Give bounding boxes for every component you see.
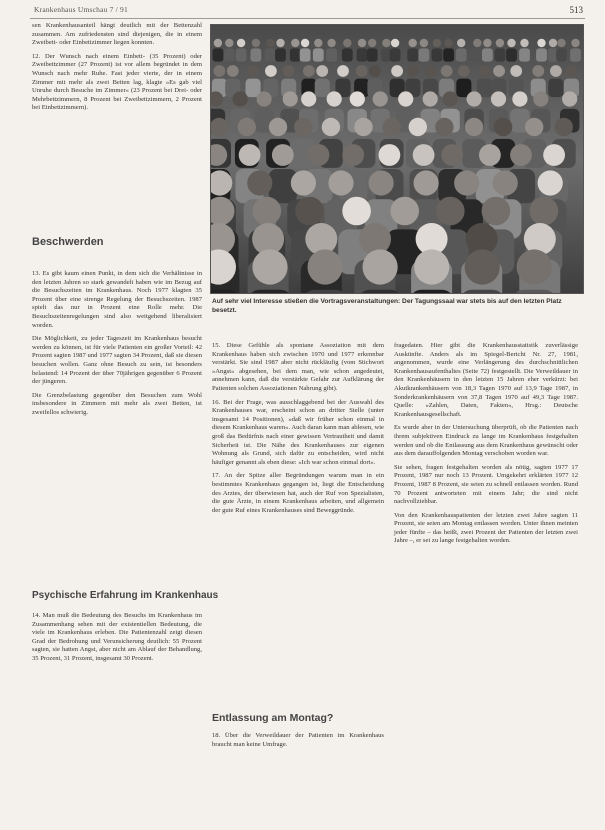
attendee-head: [269, 118, 287, 136]
attendee-body: [313, 48, 324, 61]
attendee-head: [247, 65, 259, 77]
attendee-head: [566, 65, 578, 77]
attendee-head: [227, 65, 239, 77]
attendee-head: [265, 65, 277, 77]
attendee-head: [308, 249, 343, 284]
paragraph: 16. Bei der Frage, was ausschlaggebend bei der Auswahl des Krankenhauses war, erscheint schon an dritter Stelle (unter insgesamt 14 Positionen), »daß wir früher schon einmal in diesem Krankenhaus waren«. Auch daran kann man ablesen, wie groß das Bedürfnis nach einer gewissen Vertrautheit und damit Sicherheit ist. Die Nähe des Krankenhauses zur eigenen Wohnung als Grund, sich dafür zu entscheiden, wird nicht häufiger genannt als eben diese: »Ich war schon einmal dort«.: [212, 398, 384, 466]
column-1-top: [32, 22, 202, 118]
attendee-head: [550, 65, 562, 77]
attendee-head: [433, 39, 441, 47]
attendee-head: [294, 118, 312, 136]
attendee-body: [315, 79, 330, 98]
attendee-body: [570, 48, 581, 61]
attendee-head: [382, 39, 390, 47]
attendee-head: [327, 91, 342, 106]
attendee-head: [233, 91, 248, 106]
attendee-head: [291, 39, 299, 47]
attendee-head: [482, 197, 511, 226]
attendee-head: [457, 39, 465, 47]
page-number: 513: [569, 5, 583, 15]
section-heading-entlassung-am-montag: Entlassung am Montag?: [212, 712, 334, 724]
attendee-head: [443, 91, 458, 106]
attendee-head: [276, 39, 284, 47]
column-2-bottom: [212, 732, 384, 754]
attendee-body: [275, 48, 286, 61]
attendee-head: [479, 144, 501, 166]
attendee-head: [295, 197, 324, 226]
attendee-head: [342, 144, 364, 166]
attendee-head: [283, 91, 298, 106]
attendee-body: [519, 48, 530, 61]
attendee-head: [538, 170, 563, 195]
attendee-head: [454, 170, 479, 195]
attendee-head: [237, 39, 245, 47]
attendee-head: [337, 65, 349, 77]
attendee-head: [308, 144, 330, 166]
photo-caption: Auf sehr viel Interesse stießen die Vortragsveranstaltungen: Der Tagungssaal war stets bis auf den letzten Platz besetzt.: [212, 298, 562, 314]
attendee-head: [252, 249, 287, 284]
paragraph: 18. Über die Verweildauer der Patienten im Krankenhaus braucht man keine Umfrage.: [212, 732, 384, 748]
paragraph: 15. Diese Gefühle als spontane Assoziation mit dem Krankenhaus haben sich zwischen 1970 und 1977 erkennbar verstärkt. Sie sind 1987 aber nicht rückläufig (vom Stichwort »Angst« abgesehen, bei dem man, wie schon angedeutet, annehmen kann, daß die verstärkte Gefahr zur Aufklärung der Patienten solchen Assoziationen Nahrung gibt).: [212, 342, 384, 392]
running-header: Krankenhaus Umschau 7 / 91: [34, 5, 128, 14]
attendee-head: [533, 91, 548, 106]
attendee-head: [409, 39, 417, 47]
attendee-head: [391, 65, 403, 77]
attendee-head: [467, 91, 482, 106]
attendee-head: [436, 197, 465, 226]
paragraph: 14. Man muß die Bedeutung des Besuchs im Krankenhaus im Zusammenhang sehen mit der existentiellen Bedeutung, die viele im Krankenhaus erleben. Die Patientenzahl zeigt diesen Grad der Bedrohung und Verunsicherung deutlich: 55 Prozent sagten, sie hatten Angst, aber nicht am Ablauf der Behandlung, 35 Prozent, 31 Prozent, insgesamt 30 Prozent.: [32, 612, 202, 662]
attendee-body: [367, 48, 378, 61]
paragraph: 13. Es gibt kaum einen Punkt, in dem sich die Verhältnisse in den letzten Jahren so stark gewandelt haben wie im Bezug auf die Besuchszeiten im Krankenhaus. Noch 1977 klagten 35 Prozent über eine strenge Regelung der Besuchszeiten. 1987 spielt das nur in Prozent eine Rolle mehr. Die Besuchszeitenregelungen sind also weitgehend liberalisiert worden.: [32, 270, 202, 329]
attendee-head: [441, 144, 463, 166]
attendee-head: [283, 65, 295, 77]
attendee-head: [491, 91, 506, 106]
attendee-head: [425, 65, 437, 77]
attendee-head: [354, 118, 372, 136]
attendee-head: [493, 170, 518, 195]
attendee-head: [444, 39, 452, 47]
attendee-body: [290, 48, 301, 61]
attendee-head: [517, 249, 552, 284]
attendee-head: [512, 91, 527, 106]
paragraph: sen Krankenhausanteil hängt deutlich mit der Bettenzahl zusammen. Am zufriedensten sind diejenigen, die in einem Zweibett- oder Einbettzimmer liegen konnten.: [32, 22, 202, 47]
attendee-head: [479, 65, 491, 77]
attendee-body: [251, 48, 262, 61]
attendee-head: [369, 170, 394, 195]
attendee-head: [272, 144, 294, 166]
attendee-head: [214, 65, 226, 77]
attendee-head: [373, 91, 388, 106]
attendee-head: [390, 197, 419, 226]
attendee-head: [350, 91, 365, 106]
attendee-head: [314, 39, 322, 47]
attendee-head: [383, 118, 401, 136]
attendee-head: [327, 39, 335, 47]
attendee-body: [236, 48, 247, 61]
attendee-head: [316, 65, 328, 77]
attendee-head: [465, 118, 483, 136]
attendee-head: [253, 197, 282, 226]
attendee-head: [407, 65, 419, 77]
column-1-bottom: [32, 612, 202, 669]
attendee-body: [506, 48, 517, 61]
attendee-body: [443, 48, 454, 61]
attendee-head: [238, 118, 256, 136]
attendee-head: [525, 118, 543, 136]
attendee-head: [420, 39, 428, 47]
attendee-head: [465, 249, 500, 284]
attendee-head: [493, 65, 505, 77]
attendee-body: [548, 79, 563, 98]
attendee-head: [423, 91, 438, 106]
paragraph: Die Möglichkeit, zu jeder Tageszeit im Krankenhaus besucht werden zu können, ist für viele Patienten ein großer Vorteil: 42 Prozent sagten 1987 und 1977 sagten 34 Prozent, daß sie diesen besuchen wollen. Ganz ohne Besuch zu sein, ist besonders belastend: 14 Prozent der über 70jährigen gegenüber 6 Prozent der jüngeren.: [32, 335, 202, 386]
attendee-head: [557, 39, 565, 47]
attendee-head: [494, 118, 512, 136]
attendee-head: [342, 197, 371, 226]
paragraph: Sie sehen, fragen festgehalten worden als nötig, sagten 1977 17 Prozent, 1987 nur noch 13 Prozent. Umgekehrt erklärten 1977 12 Prozent, 1987 8 Prozent, sie seien zu schnell entlassen worden. Rund 70 Prozent antworteten mit einem Jahr; die sind nicht nachvollziehbar.: [394, 463, 578, 506]
attendee-head: [473, 39, 481, 47]
paragraph: fragedaten. Hier gibt die Krankenhausstatistik zuverlässige Auskünfte. Anders als im Spiegel-Bericht Nr. 27, 1981, angenommen, wurde eine Verlängerung des durchschnittlichen Krankenhausaufenthaltes (Seite 72) festgestellt. Die Verweildauer in den Krankenhäusern in den letzten 15 Jahren eher verkürzt: bei Akutkrankenhäusern von 18,3 Tagen 1970 auf 13,9 Tage 1987, in Sonderkrankenhäusern von 37,8 Tagen 1970 auf 49,3 Tage 1987. Quelle: »Zahlen, Daten, Fakten«, Hrsg.: Deutsche Krankenhausgesellschaft.: [394, 342, 578, 418]
attendee-body: [556, 48, 567, 61]
paragraph: 12. Der Wunsch nach einem Einbett- (35 Prozent) oder Zweibettzimmer (27 Prozent) ist vor allem begründet in dem Wunsch nach mehr Ruhe. Fast jeder vierte, der in einem Zimmer mit mehr als zwei Betten lag, klagte »Es gab viel Unruhe durch Besuche im Zimmer« (23 Prozent bei Drei- oder Mehrbettzimmern, 8 Prozent bei Zweibettzimmern, 2 Prozent bei Einbettzimmern).: [32, 52, 202, 112]
attendee-head: [507, 39, 515, 47]
paragraph: 17. An der Spitze aller Begründungen warum man in ein bestimmtes Krankenhaus gegangen ist, liegt die Entscheidung des Arztes, der überwiesen hat, auch der Ruf von Spezialisten, die gute Ärzte, in einem Krankenhaus arbeiten, und allgemein der gute Ruf eines Krankenhauses sind Beweggründe.: [212, 472, 384, 514]
attendee-body: [482, 48, 493, 61]
attendee-head: [483, 39, 491, 47]
attendee-head: [239, 144, 261, 166]
paragraph: Es wurde aber in der Untersuchung überprüft, ob die Patienten nach ihrem subjektiven Eindruck zu lange im Krankenhaus festgehalten werden und ob die Entlassung aus dem Krankenhaus gewünscht oder aus dem darauffolgenden Montag verschoben worden war.: [394, 424, 578, 458]
attendee-head: [379, 144, 401, 166]
section-heading-beschwerden: Beschwerden: [32, 236, 104, 248]
attendee-head: [266, 39, 274, 47]
attendee-head: [435, 118, 453, 136]
attendee-head: [291, 170, 316, 195]
attendee-head: [413, 144, 435, 166]
attendee-head: [214, 39, 222, 47]
paragraph: Die Grenzbelastung gegenüber den Besuchen zum Wohl insbesondere in Zimmern mit mehr als zwei Betten, ist zweifellos schwierig.: [32, 391, 202, 416]
attendee-body: [342, 48, 353, 61]
attendee-head: [257, 91, 272, 106]
attendee-body: [432, 48, 443, 61]
attendee-head: [458, 65, 470, 77]
attendee-head: [543, 144, 565, 166]
attendee-body: [357, 48, 368, 61]
attendee-body: [407, 48, 418, 61]
attendee-head: [520, 39, 528, 47]
attendee-head: [369, 65, 381, 77]
attendee-body: [472, 48, 483, 61]
attendee-head: [496, 39, 504, 47]
attendee-head: [391, 39, 399, 47]
attendee-head: [358, 39, 366, 47]
attendee-body: [300, 48, 311, 61]
attendee-body: [265, 48, 276, 61]
attendee-body: [390, 48, 401, 61]
attendee-head: [549, 39, 557, 47]
section-heading-psychische-erfahrung: Psychische Erfahrung im Krankenhaus: [32, 590, 219, 601]
header-rule: [30, 18, 585, 19]
attendee-head: [532, 65, 544, 77]
attendee-head: [530, 197, 559, 226]
attendee-head: [301, 91, 316, 106]
attendee-head: [562, 91, 577, 106]
attendee-body: [326, 48, 337, 61]
attendee-body: [419, 48, 430, 61]
attendee-head: [301, 39, 309, 47]
attendee-head: [571, 39, 579, 47]
attendee-body: [213, 48, 224, 61]
attendee-head: [524, 223, 556, 255]
attendee-head: [398, 91, 413, 106]
attendee-head: [225, 39, 233, 47]
attendee-head: [303, 65, 315, 77]
attendee-body: [495, 48, 506, 61]
attendee-head: [409, 118, 427, 136]
attendee-body: [456, 48, 467, 61]
attendee-head: [441, 65, 453, 77]
attendee-head: [247, 170, 272, 195]
column-1-middle: [32, 270, 202, 423]
paragraph: Von den Krankenhauspatienten der letzten zwei Jahre sagten 11 Prozent, sie seien am Montag entlassen worden. Unter ihnen meinten jeder fünfte – das heißt, zwei Prozent der Patienten der letzten zwei Jahre –, er sei zu lange festgehalten worden.: [394, 511, 578, 545]
attendee-body: [536, 48, 547, 61]
attendee-head: [414, 170, 439, 195]
column-2: [212, 342, 384, 520]
attendee-head: [510, 144, 532, 166]
column-3: [394, 342, 578, 551]
attendee-head: [414, 249, 449, 284]
attendee-head: [537, 39, 545, 47]
attendee-head: [322, 118, 340, 136]
attendee-head: [510, 65, 522, 77]
attendee-head: [363, 249, 398, 284]
attendee-head: [356, 65, 368, 77]
attendee-head: [555, 118, 573, 136]
attendee-head: [343, 39, 351, 47]
attendee-head: [328, 170, 353, 195]
attendee-body: [224, 48, 235, 61]
audience-photo: [210, 24, 584, 294]
attendee-head: [368, 39, 376, 47]
audience-photo-illustration: [211, 25, 583, 293]
attendee-head: [252, 39, 260, 47]
